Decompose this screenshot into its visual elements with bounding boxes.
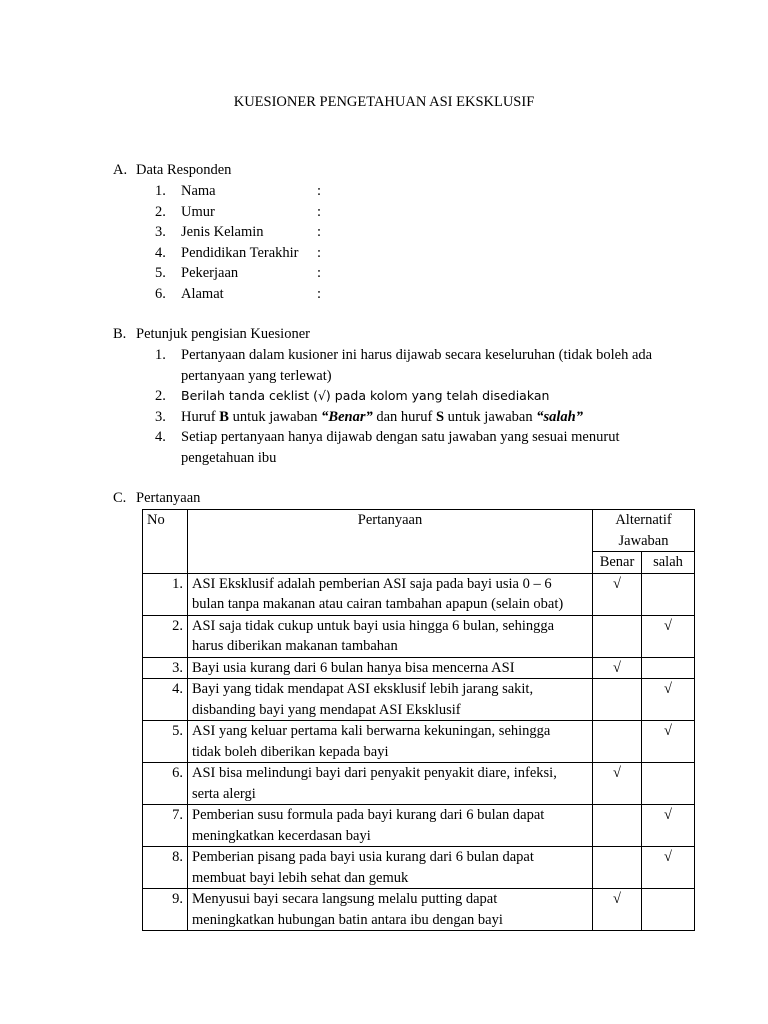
instructions-list <box>155 345 701 468</box>
list-number: 1. <box>155 183 166 199</box>
question-text <box>188 889 593 931</box>
table-row <box>143 847 695 889</box>
check-icon: √ <box>664 807 672 823</box>
answer-salah-cell[interactable] <box>642 721 695 763</box>
answer-benar-cell[interactable] <box>593 805 642 847</box>
question-line: tidak boleh diberikan kepada bayi <box>192 743 389 760</box>
letter-s: S <box>435 408 445 425</box>
list-number: 5. <box>155 265 166 281</box>
word-salah: “salah” <box>536 408 583 425</box>
question-line: Pemberian susu formula pada bayi kurang dari 6 bulan dapat <box>192 807 545 823</box>
instruction-text: untuk jawaban <box>444 408 537 425</box>
field-colon: : <box>317 203 322 220</box>
instruction-item <box>155 427 701 468</box>
field-label: Nama <box>181 183 216 199</box>
header-benar: Benar <box>593 552 642 574</box>
question-line: ASI saja tidak cukup untuk bayi usia hingga 6 bulan, sehingga <box>192 617 555 634</box>
instruction-item <box>155 386 701 407</box>
answer-salah-cell[interactable] <box>642 679 695 721</box>
check-icon: √ <box>613 659 621 676</box>
question-line: serta alergi <box>192 785 256 802</box>
answer-benar-cell[interactable] <box>593 657 642 679</box>
check-icon: √ <box>613 765 621 781</box>
list-number: 1. <box>155 347 166 363</box>
list-number: 4. <box>155 429 166 445</box>
respondent-data-list <box>155 181 701 304</box>
table-row <box>143 615 695 657</box>
field-colon: : <box>317 224 322 240</box>
instruction-text: pertanyaan yang terlewat) <box>181 367 332 384</box>
question-text <box>188 615 593 657</box>
row-number: 5. <box>143 721 188 763</box>
answer-salah-cell[interactable] <box>642 615 695 657</box>
row-number: 8. <box>143 847 188 889</box>
list-number: 3. <box>155 224 166 240</box>
word-benar: “Benar” <box>321 408 373 425</box>
table-row <box>143 805 695 847</box>
question-line: ASI Eksklusif adalah pemberian ASI saja pada bayi usia 0 – 6 <box>192 575 552 592</box>
question-text <box>188 679 593 721</box>
question-line: membuat bayi lebih sehat dan gemuk <box>192 869 409 886</box>
field-colon: : <box>317 183 322 199</box>
question-line: Bayi yang tidak mendapat ASI eksklusif lebih jarang sakit, <box>192 681 534 697</box>
header-salah: salah <box>642 552 695 574</box>
question-line: meningkatkan hubungan batin antara ibu dengan bayi <box>192 911 503 928</box>
answer-benar-cell[interactable] <box>593 763 642 805</box>
list-number: 6. <box>155 285 166 302</box>
instruction-item <box>155 407 701 428</box>
question-text <box>188 847 593 889</box>
answer-salah-cell[interactable] <box>642 847 695 889</box>
question-text <box>188 763 593 805</box>
row-number: 1. <box>143 573 188 615</box>
field-colon: : <box>317 244 322 261</box>
instruction-text: Huruf <box>181 408 220 425</box>
row-number: 6. <box>143 763 188 805</box>
question-line: ASI bisa melindungi bayi dari penyakit penyakit diare, infeksi, <box>192 765 557 781</box>
answer-benar-cell[interactable] <box>593 615 642 657</box>
question-line: Pemberian pisang pada bayi usia kurang dari 6 bulan dapat <box>192 849 534 865</box>
section-b-heading <box>113 324 310 345</box>
answer-salah-cell[interactable] <box>642 657 695 679</box>
header-no: No <box>143 510 188 574</box>
table-row <box>143 889 695 931</box>
respondent-field-pekerjaan <box>155 263 701 284</box>
page-title: KUESIONER PENGETAHUAN ASI EKSKLUSIF <box>233 94 535 110</box>
answer-benar-cell[interactable] <box>593 679 642 721</box>
header-alt-line: Jawaban <box>618 532 669 549</box>
answer-salah-cell[interactable] <box>642 573 695 615</box>
answer-benar-cell[interactable] <box>593 889 642 931</box>
questions-table <box>142 509 695 931</box>
section-a-heading <box>113 160 231 181</box>
field-colon: : <box>317 265 322 281</box>
section-c-title: Pertanyaan <box>136 490 201 506</box>
header-alt-line: Alternatif <box>615 512 672 528</box>
section-a-title: Data Responden <box>136 162 232 178</box>
question-text <box>188 657 593 679</box>
table-row <box>143 657 695 679</box>
table-row <box>143 573 695 615</box>
section-a-letter: A. <box>113 162 128 178</box>
question-text <box>188 721 593 763</box>
answer-benar-cell[interactable] <box>593 573 642 615</box>
answer-salah-cell[interactable] <box>642 889 695 931</box>
question-line: Bayi usia kurang dari 6 bulan hanya bisa mencerna ASI <box>192 659 515 676</box>
header-alternatif-jawaban <box>593 510 695 552</box>
section-c-letter: C. <box>113 490 127 506</box>
answer-benar-cell[interactable] <box>593 721 642 763</box>
question-text <box>188 805 593 847</box>
question-line: meningkatkan kecerdasan bayi <box>192 827 371 844</box>
letter-b: B <box>219 408 229 425</box>
check-icon: √ <box>664 617 672 634</box>
check-icon: √ <box>664 681 672 697</box>
instruction-text: Berilah tanda ceklist (√) pada kolom yang telah disediakan <box>181 388 550 403</box>
respondent-field-jenis-kelamin <box>155 222 701 243</box>
answer-salah-cell[interactable] <box>642 805 695 847</box>
field-label: Umur <box>181 203 215 220</box>
respondent-field-pendidikan <box>155 243 701 264</box>
field-label: Pekerjaan <box>181 265 239 281</box>
table-row <box>143 721 695 763</box>
list-number: 3. <box>155 408 166 425</box>
respondent-field-umur <box>155 202 701 223</box>
instruction-text: pengetahuan ibu <box>181 449 277 466</box>
question-line: bulan tanpa makanan atau cairan tambahan apapun (selain obat) <box>192 596 564 612</box>
question-line: harus diberikan makanan tambahan <box>192 638 398 654</box>
list-number: 4. <box>155 244 166 261</box>
list-number: 2. <box>155 388 166 404</box>
row-number: 3. <box>143 657 188 679</box>
check-icon: √ <box>613 575 621 592</box>
check-icon: √ <box>664 849 672 865</box>
row-number: 2. <box>143 615 188 657</box>
question-text <box>188 573 593 615</box>
instruction-text: Setiap pertanyaan hanya dijawab dengan satu jawaban yang sesuai menurut <box>181 429 620 445</box>
respondent-field-nama <box>155 181 701 202</box>
row-number: 4. <box>143 679 188 721</box>
field-label: Pendidikan Terakhir <box>181 244 299 261</box>
table-row <box>143 679 695 721</box>
instruction-item <box>155 345 701 386</box>
section-b-title: Petunjuk pengisian Kuesioner <box>136 326 310 342</box>
field-label: Jenis Kelamin <box>181 224 264 240</box>
section-c-heading <box>113 488 200 509</box>
header-pertanyaan: Pertanyaan <box>188 510 593 574</box>
row-number: 7. <box>143 805 188 847</box>
check-icon: √ <box>613 891 621 907</box>
respondent-field-alamat <box>155 284 701 305</box>
list-number: 2. <box>155 203 166 220</box>
field-label: Alamat <box>181 285 224 302</box>
answer-benar-cell[interactable] <box>593 847 642 889</box>
check-icon: √ <box>664 723 672 739</box>
instruction-text: untuk jawaban <box>228 408 322 425</box>
table-row <box>143 763 695 805</box>
question-line: disbanding bayi yang mendapat ASI Eksklusif <box>192 701 461 718</box>
answer-salah-cell[interactable] <box>642 763 695 805</box>
instruction-text: dan huruf <box>372 408 436 425</box>
question-line: Menyusui bayi secara langsung melalu putting dapat <box>192 891 498 907</box>
section-b-letter: B. <box>113 326 127 342</box>
row-number: 9. <box>143 889 188 931</box>
question-line: ASI yang keluar pertama kali berwarna kekuningan, sehingga <box>192 723 551 739</box>
field-colon: : <box>317 285 322 302</box>
instruction-text: Pertanyaan dalam kusioner ini harus dijawab secara keseluruhan (tidak boleh ada <box>181 347 653 363</box>
